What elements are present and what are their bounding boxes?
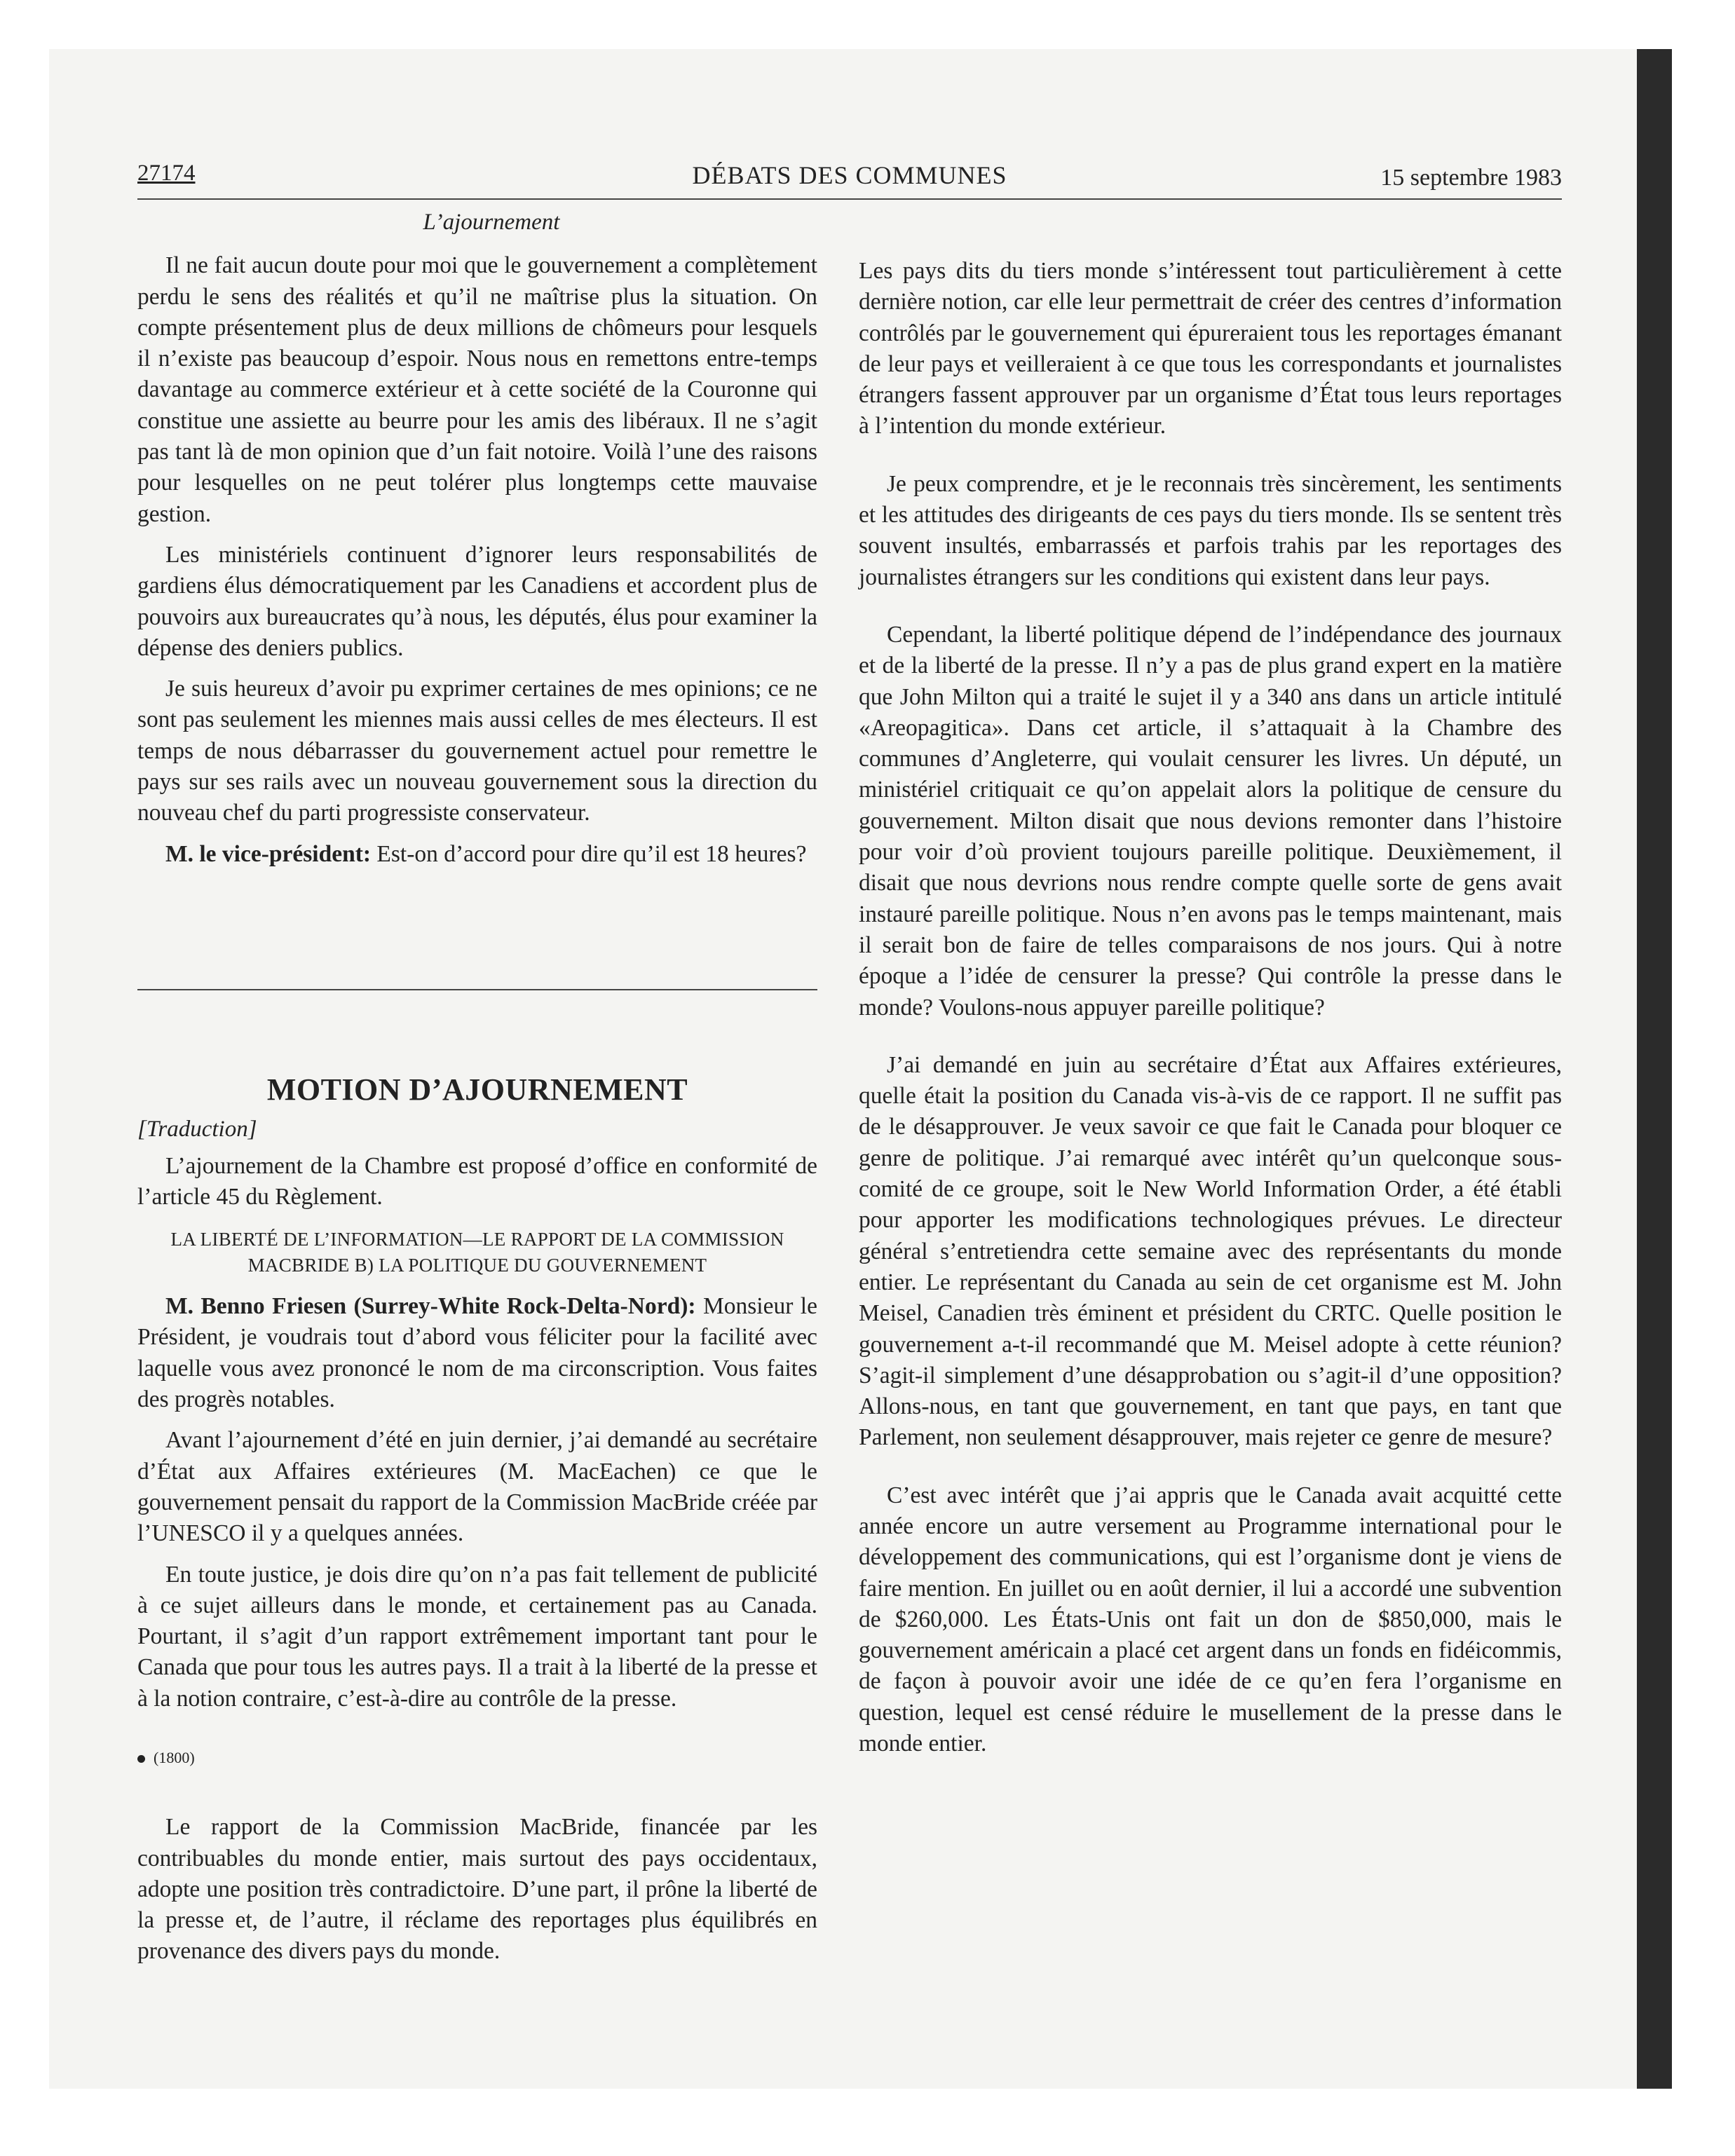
remark-text: Monsieur le Président, je voudrais tout d’abord vous féliciter pour la facilité avec laquelle vous avez prononcé le nom de ma circonscription. Vous faites des progrès notables. [137, 1293, 817, 1413]
timestamp [137, 1742, 817, 1773]
right-column [859, 256, 1562, 1786]
paragraph: En toute justice, je dois dire qu’on n’a pas fait tellement de publicité à ce sujet ailleurs dans le monde, et certainement pas au Canada. Pourtant, il s’agit d’un rapport extrêmement important tant pour le Canada que pour tous les autres pays. Il a trait à la liberté de la presse et à la notion contraire, c’est-à-dire au contrôle de la presse. [137, 1561, 817, 1712]
scan-edge [1637, 49, 1672, 2089]
paragraph: Le rapport de la Commission MacBride, financée par les contribuables du monde entier, mais surtout des pays occidentaux, adopte une position très contradictoire. D’une part, il prône la liberté de la presse et, de l’autre, il réclame des reportages plus équilibrés en provenance des divers pays du monde. [137, 1814, 817, 1965]
friesen-remark [137, 1291, 817, 1415]
speaker-name: M. Benno Friesen (Surrey-White Rock-Delta-Nord): [165, 1293, 696, 1320]
remark-text: Est-on d’accord pour dire qu’il est 18 heures? [371, 840, 807, 867]
left-column [137, 207, 817, 1977]
running-head [137, 158, 1562, 200]
vice-president-remark [137, 839, 817, 870]
publication-date: 15 septembre 1983 [1380, 165, 1562, 191]
translation-note: [Traduction] [137, 1117, 257, 1142]
paragraph: Les pays dits du tiers monde s’intéressent tout particulièrement à cette dernière notion, car elle leur permettrait de créer des centres d’information contrôlés par le gouvernement qui épureraient tous les reportages émanant de leur pays et veilleraient à ce que tous les correspondants et journalistes étrangers fassent approuver par un organisme d’État tous leurs reportages à l’intention du monde extérieur. [859, 258, 1562, 439]
timestamp-text: (1800) [154, 1748, 195, 1766]
page-number: 27174 [137, 161, 196, 186]
paragraph: J’ai demandé en juin au secrétaire d’État aux Affaires extérieures, quelle était la position du Canada vis-à-vis de ce rapport. Il ne suffit pas de le désapprouver. Je veux savoir ce que fait le Canada pour bloquer ce genre de politique. J’ai remarqué avec intérêt qu’un quelconque sous-comité de ce groupe, soit le New World Information Order, a été établi pour apporter les modifications technologiques prévues. Le directeur général s’entretiendra cette semaine avec des représentants du monde entier. Le représentant du Canada au sein de cet organisme est M. John Meisel, Canadien très éminent et président du CRTC. Quelle position le gouvernement a-t-il recommandé que M. Meisel adopte à cette réunion? S’agit-il simplement d’une désapprobation ou s’agit-il d’une opposition? Allons-nous, en tant que gouvernement, en tant que pays, en tant que Parlement, non seulement désapprouver, mais rejeter ce genre de mesure? [859, 1051, 1562, 1451]
bullet-icon [137, 1755, 145, 1763]
paragraph: Il ne fait aucun doute pour moi que le gouvernement a complètement perdu le sens des réalités et qu’il ne maîtrise plus la situation. On compte présentement plus de deux millions de chômeurs pour lesquels il n’existe pas beaucoup d’espoir. Nous nous en remettons entre-temps davantage au commerce extérieur et à cette société de la Couronne qui constitue une assiette au beurre pour les amis des libéraux. Il ne s’agit pas tant là de mon opinion que d’un fait notoire. Voilà l’une des raisons pour lesquelles on ne peut tolérer plus longtemps cette mauvaise gestion. [137, 252, 817, 527]
motion-heading: MOTION D’AJOURNEMENT [266, 1072, 688, 1107]
paragraph: Je suis heureux d’avoir pu exprimer certaines de mes opinions; ce ne sont pas seulement les miennes mais aussi celles de mes électeurs. Il est temps de nous débarrasser du gouvernement actuel pour remettre le pays sur ses rails avec un nouveau gouvernement sous la direction du nouveau chef du parti progressiste conservateur. [137, 676, 817, 826]
paragraph: Cependant, la liberté politique dépend de l’indépendance des journaux et de la liberté de la presse. Il n’y a pas de plus grand expert en la matière que John Milton qui a traité le sujet il y a 340 ans dans un article intitulé «Areopagitica». Dans cet article, il s’attaquait à la Chambre des communes d’Angleterre, qui voulait censurer les livres. Un député, un ministériel critiquait ce qu’on appelait alors la politique de censure du gouvernement. Milton disait que nous devions remonter dans l’histoire pour voir d’où provient toujours pareille politique. Deuxièmement, il disait que nous devrions nous rendre compte quelle sorte de gens avait instauré pareille politique. Nous n’en avons pas le temps maintenant, mais il serait bon de faire de telles comparaisons de nos jours. Qui à notre époque a l’idée de censurer la presse? Qui contrôle la presse dans le monde? Voulons-nous appuyer pareille politique? [859, 621, 1562, 1021]
section-label: L’ajournement [423, 210, 560, 235]
paragraph: Avant l’ajournement d’été en juin dernier, j’ai demandé au secrétaire d’État aux Affaires extérieures (M. MacEachen) ce que le gouvernement pensait du rapport de la Commission MacBride créée par l’UNESCO il y a quelques années. [137, 1427, 817, 1547]
paragraph: C’est avec intérêt que j’ai appris que le Canada avait acquitté cette année encore un autre versement au Programme international pour le développement des communications, qui est l’organisme dont je viens de faire mention. En juillet ou en août dernier, il lui a accordé une subvention de $260,000. Les États-Unis ont fait un don de $850,000, mais le gouvernement américain a placé cet argent dans un fonds en fidéicommis, de façon à pouvoir avoir une idée de ce qu’en fera l’organisme en question, lequel est censé réduire le musellement de la presse dans le monde entier. [859, 1482, 1562, 1757]
paragraph: Les ministériels continuent d’ignorer leurs responsabilités de gardiens élus démocratiquement par les Canadiens et accordent plus de pouvoirs aux bureaucrates qu’à nous, les députés, élus pour examiner la dépense des deniers publics. [137, 541, 817, 661]
section-divider [137, 989, 817, 990]
publication-title: DÉBATS DES COMMUNES [692, 161, 1007, 189]
debate-subheading: LA LIBERTÉ DE L’INFORMATION—LE RAPPORT DE LA COMMISSION MACBRIDE B) LA POLITIQUE DU GOUVERNEMENT [170, 1229, 784, 1276]
speaker-name: M. le vice-président: [165, 840, 372, 867]
paragraph: Je peux comprendre, et je le reconnais très sincèrement, les sentiments et les attitudes des dirigeants de ces pays du tiers monde. Ils se sentent très souvent insultés, embarrassés et parfois trahis par les reportages des journalistes étrangers sur les conditions qui existent dans leur pays. [859, 470, 1562, 590]
paragraph: L’ajournement de la Chambre est proposé d’office en conformité de l’article 45 du Règlement. [137, 1152, 817, 1210]
